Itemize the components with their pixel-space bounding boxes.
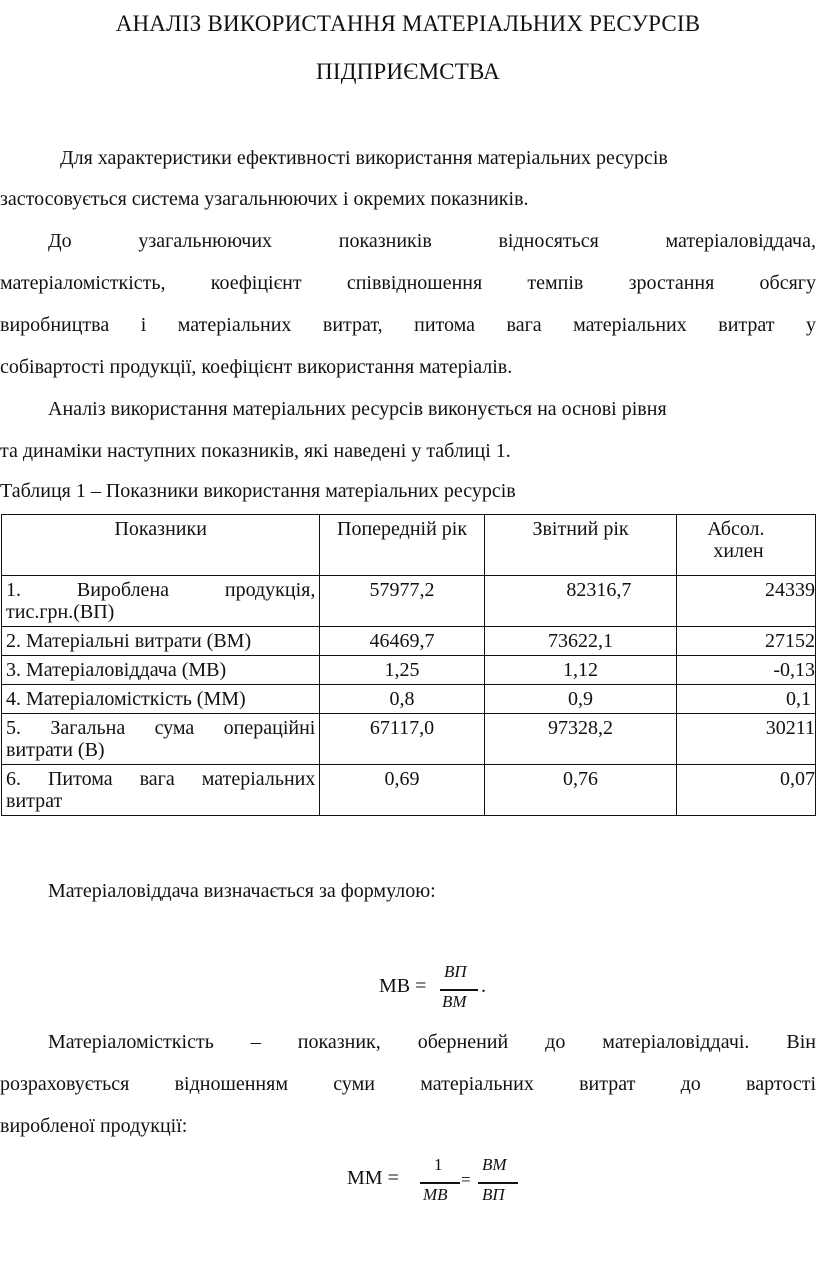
row-4-label: 4. Матеріаломісткість (ММ) — [2, 685, 320, 714]
row-3-abs: -0,13 — [677, 656, 816, 685]
header-absolute-deviation — [677, 515, 816, 576]
paragraph-4 — [0, 1021, 816, 1147]
row-5-abs: 30211 — [677, 714, 816, 765]
row-5-prev: 67117,0 — [320, 714, 484, 765]
formula-1-numerator: ВП — [444, 962, 467, 981]
formula-2-fraction-bar-1 — [420, 1182, 460, 1184]
formula-1-denominator: ВМ — [442, 992, 467, 1011]
row-3-label: 3. Матеріаловіддача (МВ) — [2, 656, 320, 685]
paragraph-2-line-1: До узагальнюючих показників відносяться матеріаловіддача, — [48, 230, 816, 252]
header-absolute-line-2: хилен — [713, 540, 764, 562]
paragraph-2-line-4: собівартості продукції, коефіцієнт використання матеріалів. — [0, 356, 513, 378]
header-absolute-line-1: Абсол. — [707, 518, 765, 540]
formula-1-lhs: МВ = — [379, 975, 427, 997]
row-4-prev: 0,8 — [320, 685, 484, 714]
formula-1-fraction-bar — [440, 989, 478, 991]
row-6-label-line-1: 6. Питома вага матеріальних — [6, 768, 316, 790]
formula-intro: Матеріаловіддача визначається за формулою: — [48, 880, 436, 902]
paragraph-3-line-2: та динаміки наступних показників, які наведені у таблиці 1. — [0, 440, 511, 462]
formula-2-numerator-1: 1 — [434, 1155, 443, 1174]
paragraph-2-line-3: виробництва і матеріальних витрат, питома вага матеріальних витрат у — [0, 314, 816, 336]
paragraph-3-line-1: Аналіз використання матеріальних ресурсів виконується на основі рівня — [48, 398, 667, 420]
paragraph-2-line-2: матеріаломісткість, коефіцієнт співвідношення темпів зростання обсягу — [0, 272, 816, 294]
row-1-prev: 57977,2 — [320, 576, 484, 627]
page-title — [0, 0, 816, 96]
row-1-label-line-2: тис.грн.(ВП) — [6, 601, 115, 623]
row-3-curr: 1,12 — [484, 656, 677, 685]
row-2-curr: 73622,1 — [484, 627, 677, 656]
formula-1-period: . — [481, 975, 486, 997]
formula-2-lhs: ММ = — [347, 1167, 399, 1189]
row-6-label-line-2: витрат — [6, 790, 63, 812]
row-6-prev: 0,69 — [320, 765, 484, 816]
formula-2-equals: = — [461, 1170, 471, 1189]
paragraph-1 — [0, 137, 816, 220]
formula-2-denominator-2: ВП — [482, 1185, 505, 1204]
table-row — [2, 627, 816, 656]
row-5-curr: 97328,2 — [484, 714, 677, 765]
header-report-year: Звітний рік — [484, 515, 677, 576]
table-row — [2, 714, 816, 765]
row-5-label-line-2: витрати (В) — [6, 739, 105, 761]
row-5-label — [2, 714, 320, 765]
row-1-label — [2, 576, 320, 627]
paragraph-3 — [0, 388, 816, 472]
table-caption: Таблиця 1 – Показники використання матеріальних ресурсів — [0, 480, 516, 502]
table-row — [2, 765, 816, 816]
title-line-1: АНАЛІЗ ВИКОРИСТАННЯ МАТЕРІАЛЬНИХ РЕСУРСІВ — [115, 11, 701, 36]
paragraph-4-line-3: виробленої продукції: — [0, 1115, 188, 1137]
row-5-label-line-1: 5. Загальна сума операційні — [6, 717, 316, 739]
paragraph-2 — [0, 220, 816, 388]
header-previous-year: Попередній рік — [320, 515, 484, 576]
row-4-abs: 0,1 — [677, 685, 816, 714]
row-1-label-line-1: 1. Вироблена продукція, — [6, 579, 316, 601]
row-2-prev: 46469,7 — [320, 627, 484, 656]
table-row — [2, 656, 816, 685]
row-6-label — [2, 765, 320, 816]
paragraph-4-line-1: Матеріаломісткість – показник, обернений до матеріаловіддачі. Він — [48, 1031, 816, 1053]
row-2-abs: 27152 — [677, 627, 816, 656]
table-header-row — [2, 515, 816, 576]
formula-2-denominator-1: МВ — [423, 1185, 448, 1204]
row-6-abs: 0,07 — [677, 765, 816, 816]
row-2-label: 2. Матеріальні витрати (ВМ) — [2, 627, 320, 656]
table-row — [2, 576, 816, 627]
formula-2-fraction-bar-2 — [478, 1182, 518, 1184]
paragraph-1-line-1: Для характеристики ефективності використання матеріальних ресурсів — [60, 147, 668, 169]
table-row — [2, 685, 816, 714]
paragraph-1-line-2: застосовується система узагальнюючих і окремих показників. — [0, 188, 529, 210]
header-indicators: Показники — [2, 515, 320, 576]
row-1-abs: 24339 — [677, 576, 816, 627]
row-3-prev: 1,25 — [320, 656, 484, 685]
title-line-2: ПІДПРИЄМСТВА — [316, 59, 500, 84]
formula-2-numerator-2: ВМ — [482, 1155, 507, 1174]
row-1-curr: 82316,7 — [484, 576, 677, 627]
row-4-curr: 0,9 — [484, 685, 677, 714]
row-6-curr: 0,76 — [484, 765, 677, 816]
indicators-table — [1, 514, 816, 816]
paragraph-4-line-2: розраховується відношенням суми матеріальних витрат до вартості — [0, 1073, 816, 1095]
